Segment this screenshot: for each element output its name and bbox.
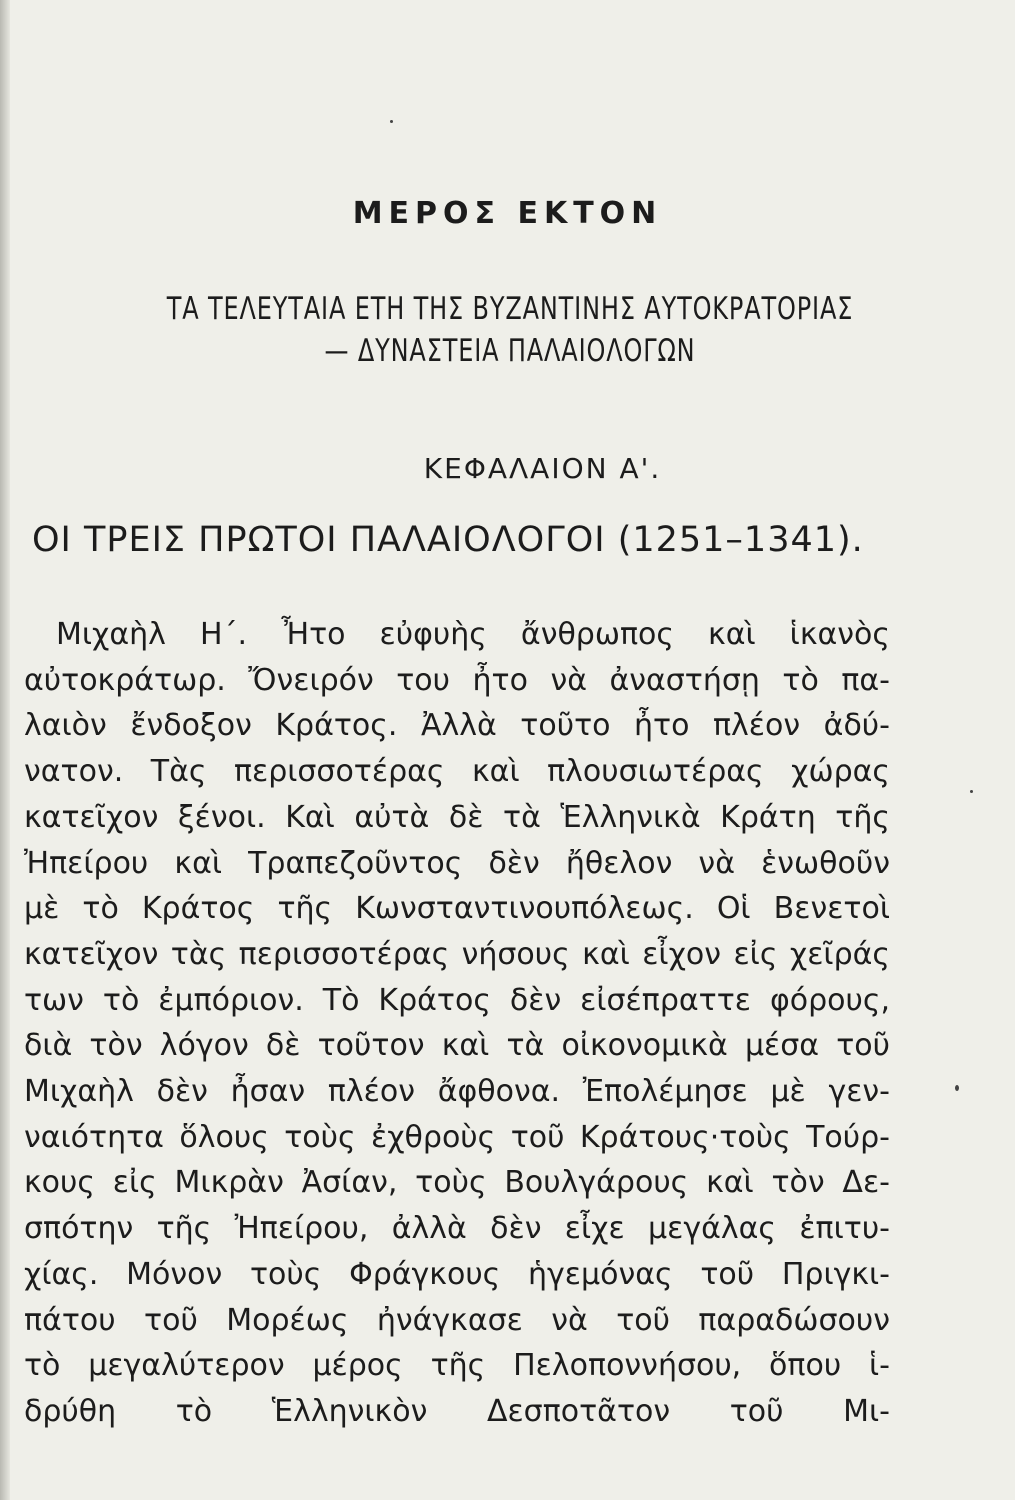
text-line: των τὸ ἐμπόριον. Τὸ Κράτος δὲν εἰσέπραττε φόρους, [24,982,890,1018]
text-line: νατον. Τὰς περισσοτέρας καὶ πλουσιωτέρας χώρας [24,754,890,790]
text-line: κους εἰς Μικρὰν Ἀσίαν, τοὺς Βουλγάρους καὶ τὸν Δε- [24,1165,890,1201]
chapter-title: ΟΙ ΤΡΕΙΣ ΠΡΩΤΟΙ ΠΑΛΑΙΟΛΟΓΟΙ (1251–1341). [32,520,864,560]
text-line: Μιχαὴλ δὲν ἦσαν πλέον ἄφθονα. Ἐπολέμησε μὲ γεν- [24,1074,890,1110]
text-line: κατεῖχον τὰς περισσοτέρας νήσους καὶ εἶχον εἰς χεῖράς [24,936,890,972]
main-title-line: — ΔΥΝΑΣΤΕΙΑ ΠΑΛΑΙΟΛΟΓΩΝ [324,333,696,369]
main-title [106,288,914,372]
scan-speck [390,120,393,123]
text-line: διὰ τὸν λόγον δὲ τοῦτον καὶ τὰ οἰκονομικὰ μέσα τοῦ [24,1028,890,1064]
scan-speck [970,790,973,793]
main-title-line: ΤΑ ΤΕΛΕΥΤΑΙΑ ΕΤΗ ΤΗΣ ΒΥΖΑΝΤΙΝΗΣ ΑΥΤΟΚΡΑΤΟΡΙΑΣ [166,291,854,327]
text-line: μὲ τὸ Κράτος τῆς Κωνσταντινουπόλεως. Οἱ Βενετοὶ [24,891,890,927]
text-line: αὐτοκράτωρ. Ὄνειρόν του ἦτο νὰ ἀναστήσῃ τὸ πα- [24,662,890,698]
text-line: δρύθη τὸ Ἑλληνικὸν Δεσποτᾶτον τοῦ Μι- [24,1393,890,1429]
chapter-heading: ΚΕΦΑΛΑΙΟΝ Α'. [423,452,662,485]
part-heading: ΜΕΡΟΣ ΕΚΤΟΝ [352,196,663,231]
text-line: Ἠπείρου καὶ Τραπεζοῦντος δὲν ἤθελον νὰ ἑνωθοῦν [24,845,890,881]
text-line: χίας. Μόνον τοὺς Φράγκους ἡγεμόνας τοῦ Πριγκι- [24,1256,890,1292]
text-line: Μιχαὴλ Η΄. Ἦτο εὐφυὴς ἄνθρωπος καὶ ἱκανὸς [56,617,890,652]
text-line: σπότην τῆς Ἠπείρου, ἀλλὰ δὲν εἶχε μεγάλας ἐπιτυ- [24,1211,890,1247]
text-line: ναιότητα ὅλους τοὺς ἐχθροὺς τοῦ Κράτους·τοὺς Τούρ- [24,1119,890,1155]
text-line: τὸ μεγαλύτερον μέρος τῆς Πελοποννήσου, ὅπου ἱ- [24,1348,890,1384]
body-paragraph [24,612,890,1435]
scan-speck [955,1085,959,1091]
text-line: πάτου τοῦ Μορέως ἠνάγκασε νὰ τοῦ παραδώσουν [24,1302,890,1338]
text-line: λαιὸν ἔνδοξον Κράτος. Ἀλλὰ τοῦτο ἦτο πλέον ἀδύ- [24,708,890,744]
text-line: κατεῖχον ξένοι. Καὶ αὐτὰ δὲ τὰ Ἑλληνικὰ Κράτη τῆς [24,799,890,835]
